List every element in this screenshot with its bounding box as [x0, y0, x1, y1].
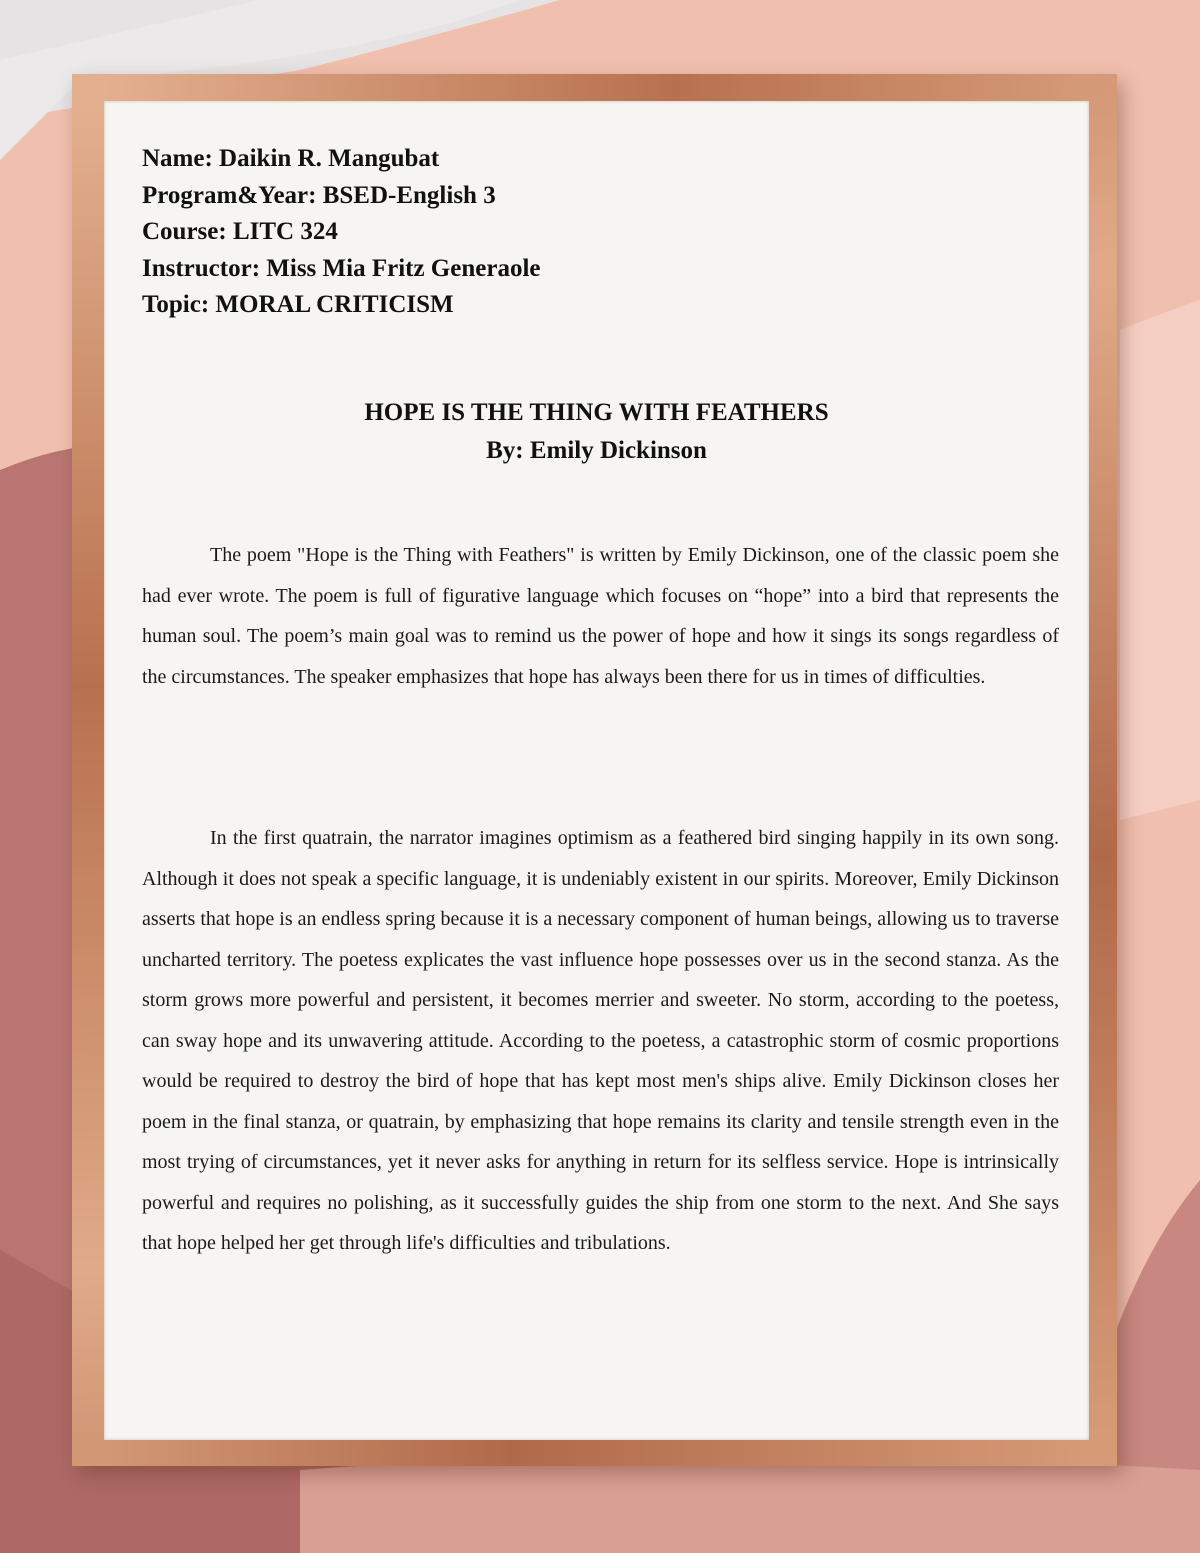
- instructor: Instructor: Miss Mia Fritz Generaole: [142, 254, 541, 282]
- body-paragraph-1: The poem "Hope is the Thing with Feathers" is written by Emily Dickinson, one of the classic poem she had ever wrote. The poem is full of figurative language which focuses on “hope” into a bird that represents the human soul. The poem’s main goal was to remind us the power of hope and how it sings its songs regardless of the circumstances. The speaker emphasizes that hope has always been there for us in times of difficulties.: [142, 544, 1059, 688]
- poem-author: By: Emily Dickinson: [486, 437, 707, 464]
- student-info-header: [142, 141, 541, 324]
- poem-title: HOPE IS THE THING WITH FEATHERS: [364, 399, 829, 426]
- document-page: [104, 101, 1089, 1440]
- program-year: Program&Year: BSED-English 3: [142, 181, 496, 209]
- topic: Topic: MORAL CRITICISM: [142, 291, 454, 318]
- student-name: Name: Daikin R. Mangubat: [142, 145, 440, 172]
- course: Course: LITC 324: [142, 218, 338, 245]
- poem-title-block: [104, 394, 1089, 470]
- body-paragraph-2: In the first quatrain, the narrator imagines optimism as a feathered bird singing happily in its own song. Although it does not speak a specific language, it is undeniably existent in our spirits. Moreover, Emily Dickinson asserts that hope is an endless spring because it is a necessary component of human beings, allowing us to traverse uncharted territory. The poetess explicates the vast influence hope possesses over us in the second stanza. As the storm grows more powerful and persistent, it becomes merrier and sweeter. No storm, according to the poetess, can sway hope and its unwavering attitude. According to the poetess, a catastrophic storm of cosmic proportions would be required to destroy the bird of hope that has kept most men's ships alive. Emily Dickinson closes her poem in the final stanza, or quatrain, by emphasizing that hope remains its clarity and tensile strength even in the most trying of circumstances, yet it never asks for anything in return for its selfless service. Hope is intrinsically powerful and requires no polishing, as it successfully guides the ship from one storm to the next. And She says that hope helped her get through life's difficulties and tribulations.: [142, 827, 1059, 1254]
